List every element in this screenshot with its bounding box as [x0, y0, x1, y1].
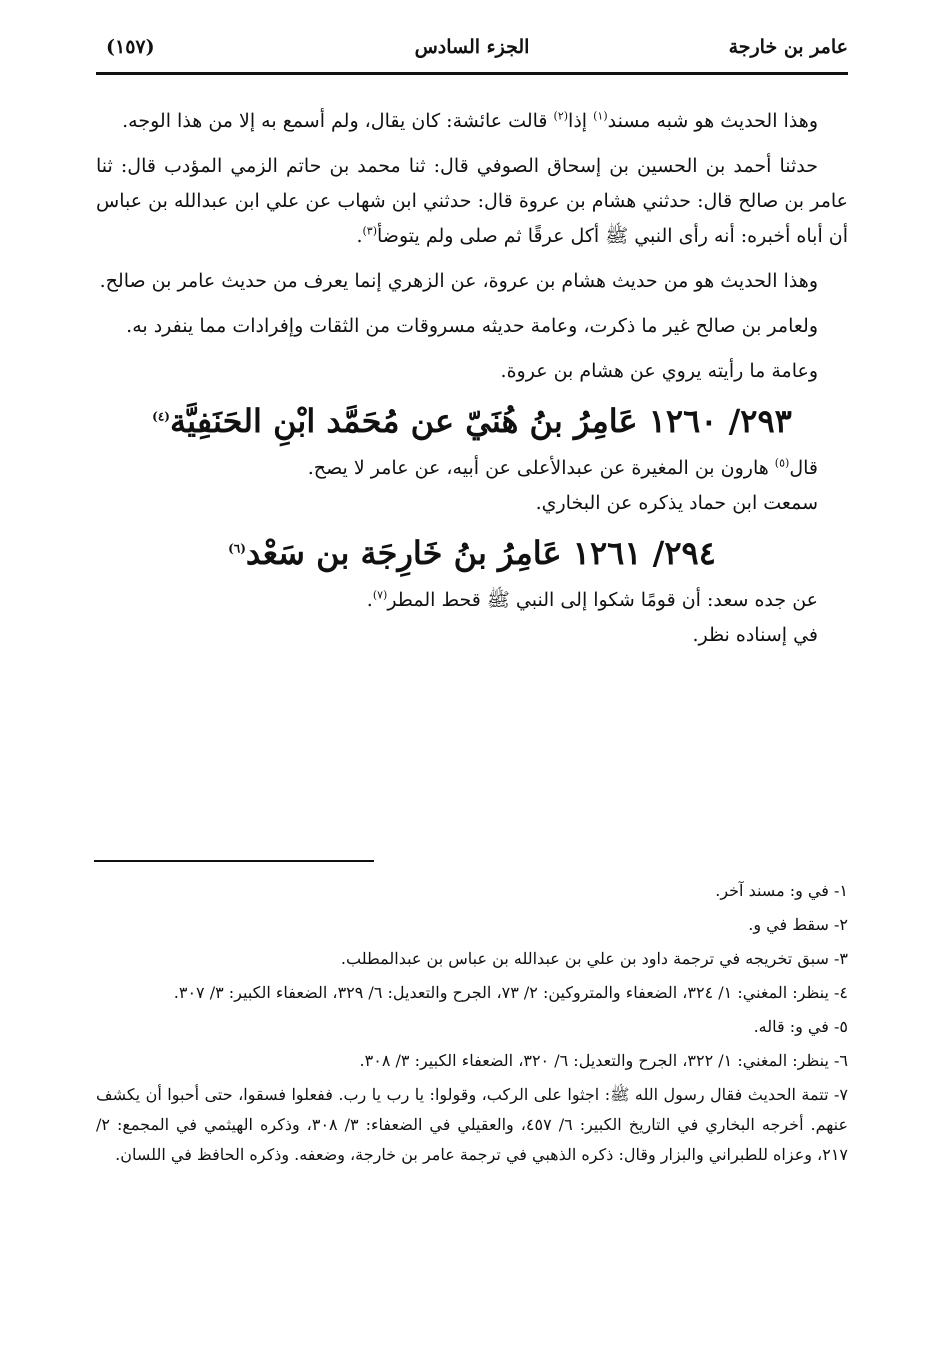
volume-title: الجزء السادس [414, 36, 530, 58]
footnote-ref-4: (٤) [152, 409, 170, 424]
footnote-ref-5: (٥) [774, 456, 790, 470]
footnote-2: ٢- سقط في و. [748, 915, 848, 934]
entry-heading-1260 [96, 399, 848, 443]
footnote-divider [94, 860, 374, 862]
footnotes [96, 876, 848, 1174]
page-number: (١٥٧) [106, 36, 155, 58]
paragraph-1 [96, 104, 848, 139]
paragraph-5: وعامة ما رأيته يروي عن هشام بن عروة. [500, 360, 818, 382]
entry-1261-end: . [366, 589, 373, 611]
entry-heading-1261 [96, 531, 848, 575]
paragraph-2-text: حدثنا أحمد بن الحسين بن إسحاق الصوفي قال: ثنا محمد بن حاتم الزمي المؤدب قال: ثنا عامر بن صالح قال: حدثني هشام بن عروة قال: حدثني ابن شهاب عن علي ابن عبدالله بن عباس أن أباه أخبره: أنه رأى النبي ﷺ أكل عرقًا ثم صلى ولم يتوضأ [96, 155, 848, 247]
paragraph-1-end: قالت عائشة: كان يقال، ولم أسمع به إلا من هذا الوجه. [122, 110, 554, 132]
paragraph-2-end: . [356, 225, 363, 247]
footnote-ref-6: (٦) [228, 541, 246, 556]
header-divider [96, 72, 848, 75]
running-title: عامر بن خارجة [728, 36, 848, 58]
entry-heading-1261-text: ٢٩٤/ ١٢٦١ عَامِرُ بنُ خَارِجَة بن سَعْد [245, 534, 716, 572]
entry-1260-line-1 [96, 451, 848, 486]
paragraph-1-mid: إذا [568, 110, 594, 132]
paragraph-1-text: وهذا الحديث هو شبه مسند [607, 110, 818, 132]
footnote-ref-7: (٧) [372, 588, 388, 602]
footnote-ref-1: (١) [593, 109, 608, 123]
footnote-ref-2: (٢) [553, 109, 569, 123]
footnote-ref-3: (٣) [362, 224, 378, 238]
paragraph-3: وهذا الحديث هو من حديث هشام بن عروة، عن الزهري إنما يعرف من حديث عامر بن صالح. [99, 270, 818, 292]
paragraph-2 [96, 149, 848, 254]
main-text [96, 104, 848, 663]
footnote-6: ٦- ينظر: المغني: ١/ ٣٢٢، الجرح والتعديل: ٦/ ٣٢٠، الضعفاء الكبير: ٣/ ٣٠٨. [359, 1051, 848, 1070]
entry-heading-1260-text: ٢٩٣/ ١٢٦٠ عَامِرُ بنُ هُنَيّ عن مُحَمَّد ابْنِ الحَنَفِيَّة [169, 402, 792, 440]
paragraph-4: ولعامر بن صالح غير ما ذكرت، وعامة حديثه مسروقات من الثقات وإفرادات مما ينفرد به. [126, 315, 818, 337]
footnote-1: ١- في و: مسند آخر. [715, 881, 848, 900]
entry-1261-line-2: في إسناده نظر. [692, 624, 818, 646]
entry-1260-line-2: سمعت ابن حماد يذكره عن البخاري. [535, 492, 818, 514]
entry-1261-line-1 [96, 583, 848, 618]
footnote-7: ٧- تتمة الحديث فقال رسول الله ﷺ: اجثوا على الركب، وقولوا: يا رب يا رب. ففعلوا فسقوا، حتى أحبوا أن يكشف عنهم. أخرجه البخاري في التاريخ الكبير: ٦/ ٤٥٧، والعقيلي في الضعفاء: ٣/ ٣٠٨، وذكره الهيثمي في المجمع: ٢/ ٢١٧، وعزاه للطبراني والبزار وقال: ذكره الذهبي في ترجمة عامر بن خارجة، وضعفه. وذكره الحافظ في اللسان. [96, 1085, 849, 1164]
entry-1260-lead: قال [789, 457, 818, 479]
entry-1261-text: عن جده سعد: أن قومًا شكوا إلى النبي ﷺ قحط المطر [387, 589, 818, 611]
footnote-3: ٣- سبق تخريجه في ترجمة داود بن علي بن عبدالله بن عباس بن عبدالمطلب. [340, 949, 848, 968]
footnote-4: ٤- ينظر: المغني: ١/ ٣٢٤، الضعفاء والمتروكين: ٢/ ٧٣، الجرح والتعديل: ٦/ ٣٢٩، الضعفاء الكبير: ٣/ ٣٠٧. [173, 983, 848, 1002]
page-header [96, 30, 848, 70]
entry-1260-text: هارون بن المغيرة عن عبدالأعلى عن أبيه، عن عامر لا يصح. [307, 457, 775, 479]
footnote-5: ٥- في و: قاله. [753, 1017, 848, 1036]
